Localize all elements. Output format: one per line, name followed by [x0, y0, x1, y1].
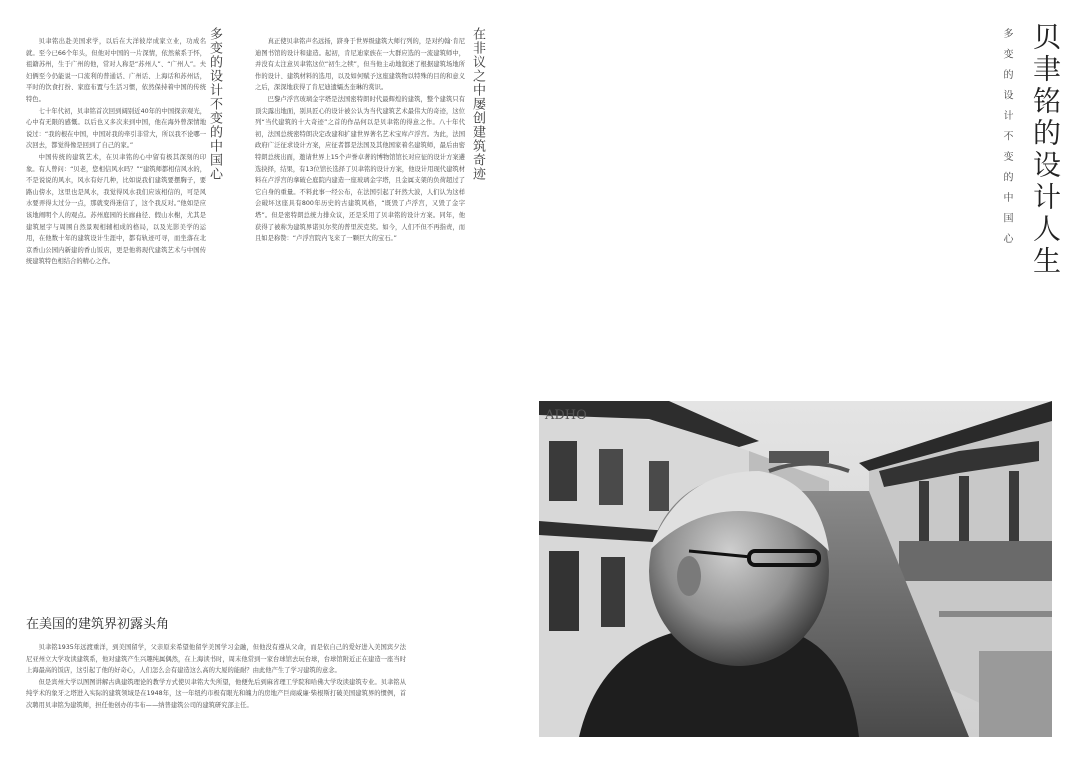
section2-paragraph-2: 巴黎卢浮宫玻璃金字塔是法国密特朗时代最辉煌的建筑，整个建筑只有顶尖露出地面，别具匠心的设计被公认为当代建筑艺术最伟大的奇迹，这位列“当代建筑的十大奇迹”之首的作品何以是贝聿铭的得意之作。八十年代初，法国总统密特朗决定改建和扩建世界著名艺术宝库卢浮宫。为此，法国政府广泛征求设计方案，应征者都是法国及其他国家着名建筑师，最后由密特朗总统出面，邀请世界上15个声誉卓著的博物馆馆长对应征的设计方案遴选抉择，结果，有13位馆长选择了贝聿铭的设计方案，他设计用现代建筑材料在卢浮宫的拿破仑庭院内建造一座玻璃金字塔，且金属支架的负荷超过了它自身的重量。不料此事一经公布，在法国引起了轩然大波，人们认为这样会破坏这座具有800年历史的古建筑风格，“既毁了卢浮宫，又毁了金字塔”。但是密特朗总统力排众议，还是采用了贝聿铭的设计方案。同年，他获得了被称为建筑界诺贝尔奖的普里茨克奖。如今，人们不但不再指责，而且如是称赞：“卢浮宫院内飞来了一颗巨大的宝石。” [255, 95, 465, 243]
page-subtitle: 多变的设计不变的中国心 [1001, 28, 1012, 254]
section3-body [26, 642, 406, 712]
section3-paragraph-1: 贝聿铭1935年远渡重洋，到美国留学，父亲原来希望他留学美国学习金融，但他没有遵从父命，而是依自己的爱好进入美国宾夕法尼亚州立大学攻读建筑系，他对建筑产生兴趣纯属偶然，在上海读书时，周末他常到一家台球馆去玩台球，台球馆附近正在建造一座当时上海最高的饭店，这引起了他的好奇心，人们怎么会有建造这么高的大厦的能耐？由此他产生了学习建筑的意念。 [26, 644, 406, 675]
section3-paragraph-2: 但是宾州大学以图图讲解古典建筑理论的教学方式使贝聿铭大失所望，他便先后到麻省理工学院和哈佛大学攻读建筑专业。贝聿铭从纯学术的象牙之塔进入实际的建筑领域是在1948年，这一年纽约市极有眼光和魄力的房地产巨商威廉·柴根斯打破美国建筑界的惯例，首次聘用贝聿铭为建筑师，担任他创办的韦布——纳普建筑公司的建筑研究部主任。 [26, 678, 406, 709]
section3-heading: 在美国的建筑界初露头角 [26, 617, 170, 632]
section2-heading: 在非议之中屡创建筑奇迹 [470, 27, 485, 181]
portrait-photo [539, 401, 1052, 737]
section1-body [26, 36, 206, 268]
section2-body [255, 36, 465, 245]
page-title: 贝聿铭的设计人生 [1029, 22, 1062, 278]
section1-paragraph-1: 贝聿铭出赴美国求学，以后在大洋彼岸成家立业，功成名就。至今已66个年头，但他对中国的一片深情，依然萦系于怀，祖籍苏州，生于广州的他，常对人称是“苏州人”、“广州人”。夫妇俩至今仍能说一口流利的普通话、广州话、上海话和苏州话，平时的饮食打扮、家庭布置与生活习惯，依然保持着中国的传统特色。 [26, 38, 206, 103]
section1-paragraph-3: 中国传统的建筑艺术，在贝聿铭的心中留有极其深刻的印象。有人曾问：“贝老，您相信风水吗？”“建筑师都相信风水的，不是说说的风水，风水有好几种，比如说我们建筑要摆胸子，要路山傍水，这里也是风水，我觉得风水我们应该相信的，可是风水要弄得太过分一点，那就变得迷信了，这个我反对。”他如是应该地阐明个人的观点。苏州庭园的长廊曲径、假山水榭，尤其是建筑屋宇与周围自然景观相辅相成的格局，以及光影美学的运用，在他数十年的建筑设计生涯中，都有轨迹可寻，而坐落在北京香山公园内新建的香山饭店，更是他将现代建筑艺术与中国传统建筑特色相结合的精心之作。 [26, 153, 206, 266]
section1-heading: 多变的设计不变的中国心 [207, 27, 222, 181]
section2-paragraph-1: 真正使贝聿铭声名远扬，跻身于世界级建筑大师行列的，是对约翰·肯尼迪图书馆的设计和建造。起初，肯尼迪家族在一大群应选的一流建筑师中，并没有太注意贝聿铭这位“初生之犊”，但当他主动地叙述了根据建筑场地所作的设计、建筑材料的选用，以及如何赋予这座建筑物以特殊的目的和意义之后，深深地获得了肯尼迪遗孀杰奎琳的赏识。 [255, 38, 465, 92]
section1-paragraph-2: 七十年代初，贝聿铭首次回到阔别近40年的中国探亲观光，心中有无限的感慨。以后也又多次来到中国，他在海外曾深情地说过：“我的根在中国，中国对我的牵引非常大，所以我不论哪一次回去，都觉得像是回到了自己的家。” [26, 107, 206, 150]
photo-watermark: ADHO [545, 408, 587, 423]
